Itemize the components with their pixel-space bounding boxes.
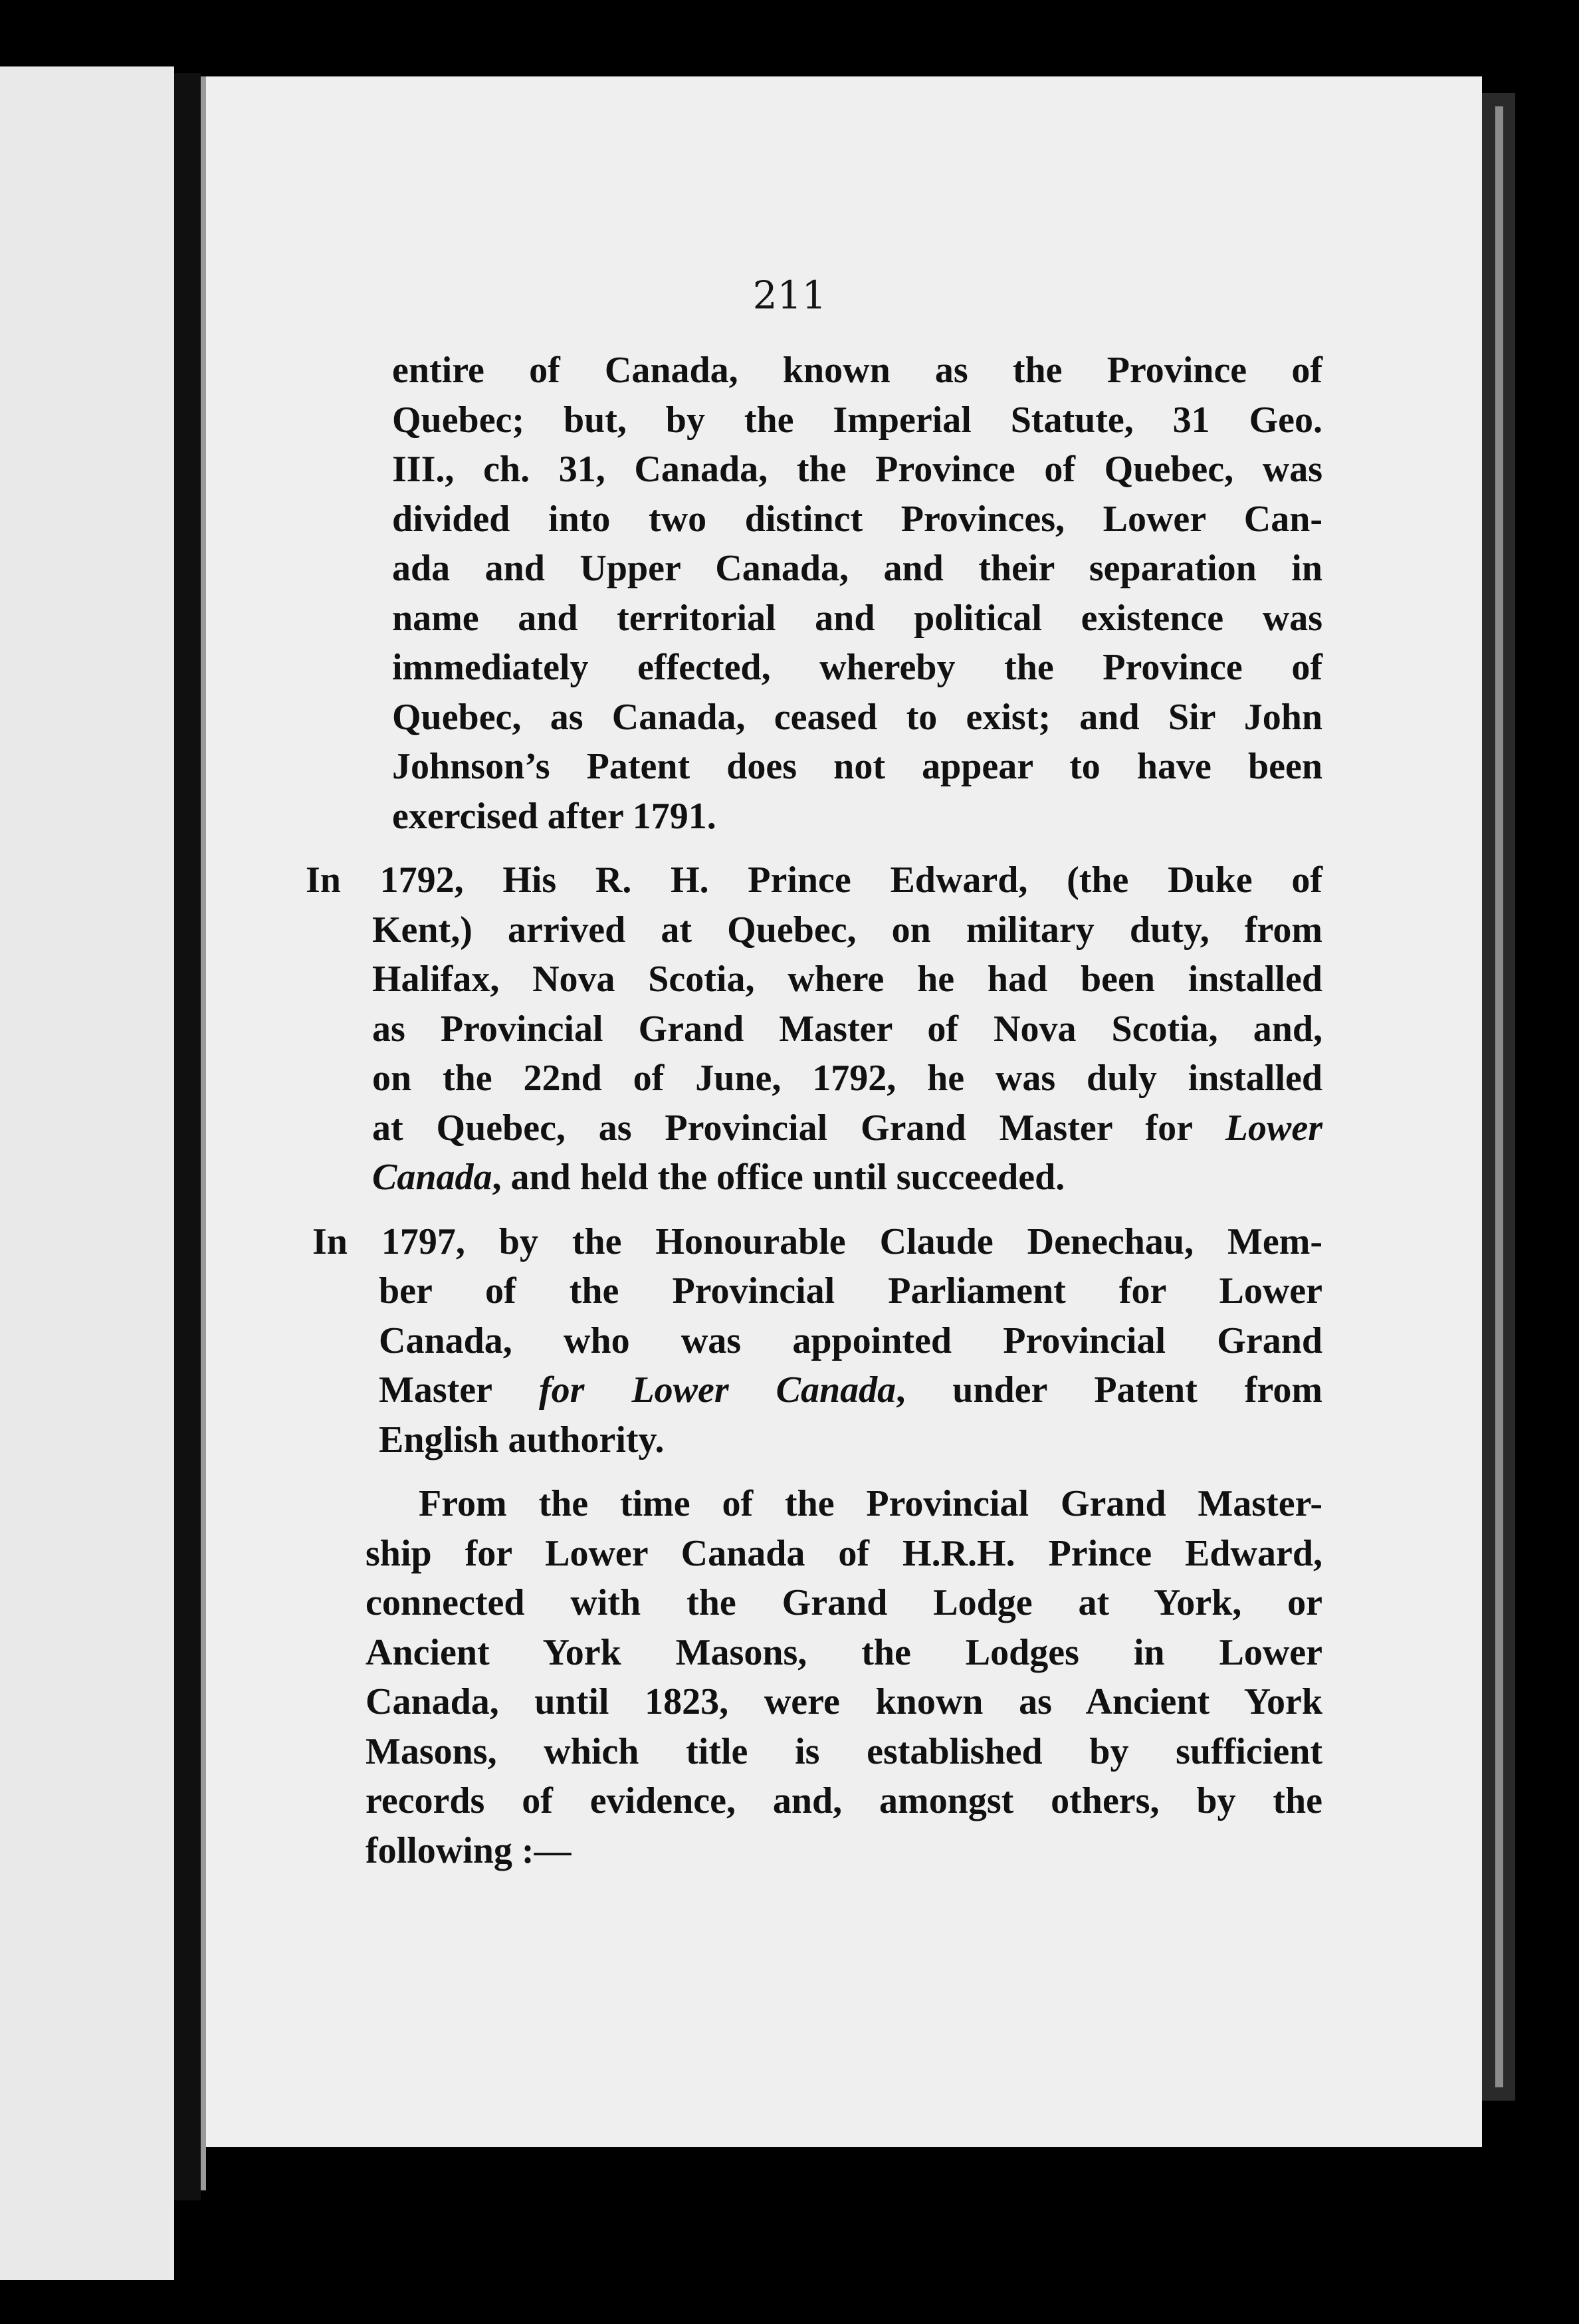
text-line: Ancient York Masons, the Lodges in Lower	[366, 1631, 1322, 1673]
italic-text: Canada	[372, 1157, 492, 1198]
text-line: Halifax, Nova Scotia, where he had been installed	[372, 959, 1322, 1000]
text-line: ber of the Provincial Parliament for Lower	[379, 1270, 1322, 1312]
book-spine-shadow	[174, 73, 201, 2200]
text-line: In 1797, by the Honourable Claude Denechau, Mem-	[312, 1220, 1322, 1262]
line-text: Master	[379, 1369, 492, 1411]
text-line: Kent,) arrived at Quebec, on military duty, from	[372, 909, 1322, 951]
text-line: Johnson’s Patent does not appear to have been	[392, 746, 1322, 787]
page-number: 211	[752, 273, 827, 318]
text-line: following :—	[366, 1829, 572, 1871]
paragraph-continued	[392, 346, 1322, 841]
text-line: ship for Lower Canada of H.R.H. Prince Edward,	[366, 1532, 1322, 1574]
text-line: on the 22nd of June, 1792, he was duly installed	[372, 1058, 1322, 1099]
page-body-text	[306, 346, 1322, 1875]
text-line: Canada, who was appointed Provincial Grand	[379, 1320, 1322, 1361]
text-line: divided into two distinct Provinces, Lower Can-	[392, 498, 1322, 540]
text-line: entire of Canada, known as the Province of	[392, 350, 1322, 391]
text-line: In 1792, His R. H. Prince Edward, (the Duke of	[306, 860, 1322, 901]
line-text: , and held the office until succeeded.	[492, 1157, 1065, 1198]
text-line: Quebec; but, by the Imperial Statute, 31 Geo.	[392, 399, 1322, 441]
text-line: records of evidence, and, amongst others, by the	[366, 1780, 1322, 1821]
text-line: Canada, until 1823, were known as Ancient York	[366, 1681, 1322, 1722]
paragraph-1797	[312, 1217, 1322, 1465]
italic-text: for Lower Canada	[539, 1369, 896, 1411]
text-line: exercised after 1791.	[392, 795, 716, 837]
text-line: ada and Upper Canada, and their separation in	[392, 548, 1322, 589]
text-line: connected with the Grand Lodge at York, or	[366, 1582, 1322, 1623]
paragraph-1792	[306, 856, 1322, 1203]
paragraph-provincial-grand-mastership	[366, 1479, 1322, 1875]
text-line: English authority.	[379, 1419, 665, 1460]
text-line	[379, 1365, 1322, 1415]
italic-text: Lower	[1225, 1107, 1322, 1149]
text-line: From the time of the Provincial Grand Master-	[419, 1483, 1322, 1524]
page-stack-highlight	[1495, 106, 1503, 2087]
line-text: at Quebec, as Provincial Grand Master for	[372, 1107, 1192, 1149]
text-line: III., ch. 31, Canada, the Province of Quebec, was	[392, 449, 1322, 490]
text-line: Quebec, as Canada, ceased to exist; and Sir John	[392, 696, 1322, 738]
text-line	[372, 1153, 1322, 1203]
text-line: as Provincial Grand Master of Nova Scotia, and,	[372, 1008, 1322, 1050]
text-line: name and territorial and political existence was	[392, 597, 1322, 639]
text-line: immediately effected, whereby the Province of	[392, 647, 1322, 688]
facing-page-edge	[0, 66, 174, 2280]
line-text: , under Patent from	[896, 1369, 1322, 1411]
text-line	[372, 1104, 1322, 1153]
text-line: Masons, which title is established by sufficient	[366, 1730, 1322, 1772]
book-gutter	[201, 76, 206, 2190]
